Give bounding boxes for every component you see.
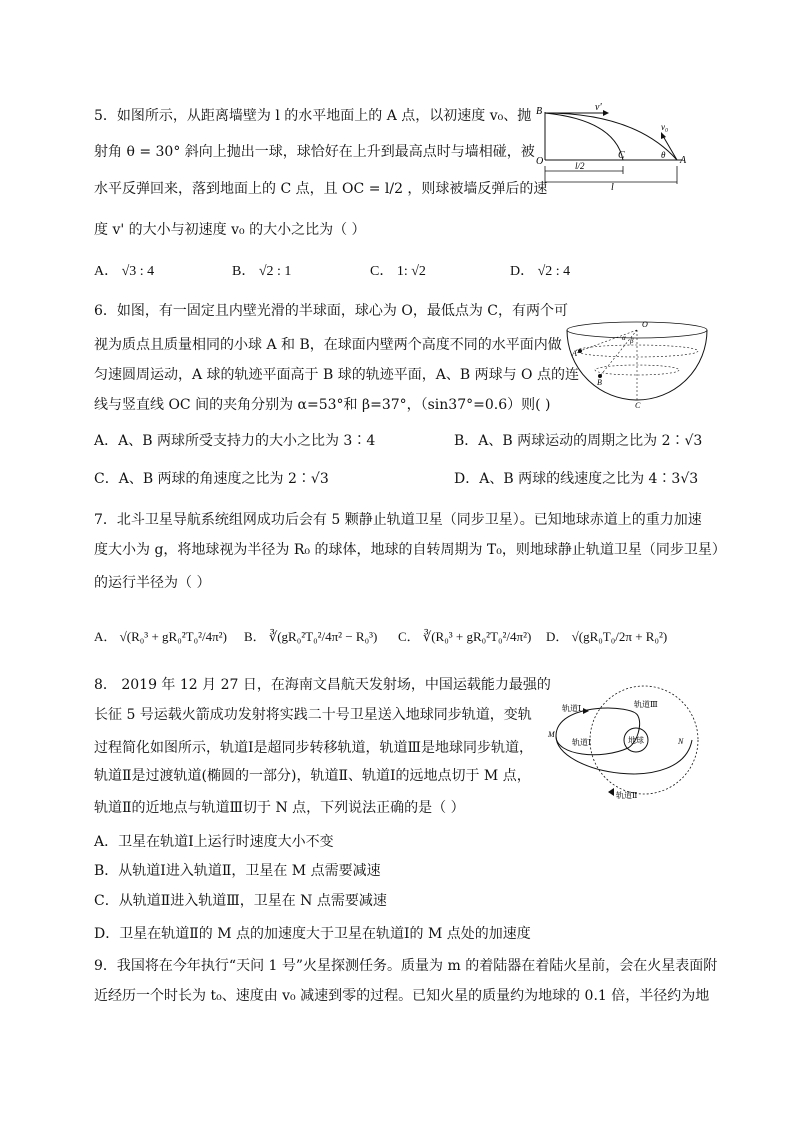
q6-line-3: 匀速圆周运动，A 球的轨迹平面高于 B 球的轨迹平面，A、B 两球与 O 点的连 — [94, 367, 579, 383]
q6-line-4: 线与竖直线 OC 间的夹角分别为 α=53°和 β=37°，（sin37°=0.6）则( ) — [94, 397, 551, 413]
q5-option-b: B． √2 : 1 — [232, 264, 292, 279]
q8-label-track2: 轨道Ⅱ — [616, 791, 638, 800]
q7-line-3: 的运行半径为（ ） — [94, 575, 211, 591]
q8-option-d: D．卫星在轨道Ⅱ的 M 点的加速度大于卫星在轨道Ⅰ的 M 点处的加速度 — [94, 926, 531, 942]
q6-label-alpha: α — [622, 334, 626, 342]
q6-label-o: O — [642, 320, 648, 329]
q5-label-half: l/2 — [575, 161, 585, 171]
q5-label-a: A — [680, 155, 687, 166]
q6-option-d: D．A、B 两球的线速度之比为 4∶3√3 — [454, 471, 699, 487]
q7-option-d: D． √(gR₀T₀/2π + R₀²) — [546, 629, 668, 644]
q5-label-vprime: v' — [595, 102, 602, 113]
q6-label-beta: β — [630, 337, 634, 345]
q7-option-b: B． ∛(gR₀²T₀²/4π² − R₀³) — [244, 629, 378, 644]
q5-label-c: C — [618, 150, 625, 161]
q5-projectile-figure — [535, 100, 695, 192]
q8-line-4: 轨道Ⅱ是过渡轨道(椭圆的一部分)，轨道Ⅱ、轨道Ⅰ的远地点切于 M 点， — [94, 768, 531, 784]
q6-line-1: 6．如图，有一固定且内壁光滑的半球面，球心为 O，最低点为 C，有两个可 — [94, 303, 568, 319]
q8-line-3: 过程简化如图所示，轨道Ⅰ是超同步转移轨道，轨道Ⅲ是地球同步轨道， — [94, 740, 534, 756]
q8-orbit-figure — [542, 684, 702, 808]
q8-option-a: A．卫星在轨道Ⅰ上运行时速度大小不变 — [94, 834, 334, 850]
q7-line-2: 度大小为 g，将地球视为半径为 R₀ 的球体，地球的自转周期为 T₀，则地球静止轨道卫星（同步卫星） — [94, 542, 726, 558]
q5-label-l: l — [611, 182, 614, 192]
q8-option-b: B．从轨道Ⅰ进入轨道Ⅱ，卫星在 M 点需要减速 — [94, 863, 381, 879]
q7-option-c: C． ∛(R₀³ + gR₀²T₀²/4π²) — [398, 629, 532, 644]
q8-label-n: N — [678, 737, 684, 746]
q5-label-v0: v₀ — [661, 122, 669, 132]
q6-label-c: C — [635, 401, 641, 408]
q5-line-1: 5．如图所示，从距离墙壁为 l 的水平地面上的 A 点，以初速度 v₀、抛 — [94, 108, 532, 124]
q5-label-b: B — [536, 106, 543, 117]
q6-option-b: B．A、B 两球运动的周期之比为 2∶√3 — [454, 433, 703, 449]
q6-label-b: B — [597, 378, 602, 387]
q8-label-track1-top: 轨道Ⅰ — [562, 704, 582, 713]
q6-line-2: 视为质点且质量相同的小球 A 和 B，在球面内壁两个高度不同的水平面内做 — [94, 337, 562, 353]
q5-line-2: 射角 θ = 30° 斜向上抛出一球，球恰好在上升到最高点时与墙相碰，被 — [94, 144, 535, 160]
q5-label-theta: θ — [661, 150, 666, 160]
q5-label-o: O — [536, 156, 544, 167]
q8-line-1: 8． 2019 年 12 月 27 日，在海南文昌航天发射场，中国运载能力最强的 — [94, 677, 551, 693]
q6-label-a: A — [572, 349, 577, 358]
q8-line-2: 长征 5 号运载火箭成功发射将实践二十号卫星送入地球同步轨道，变轨 — [94, 707, 532, 723]
q8-label-track1: 轨道Ⅰ — [572, 738, 592, 747]
q8-option-c: C．从轨道Ⅱ进入轨道Ⅲ，卫星在 N 点需要减速 — [94, 893, 387, 909]
q5-option-d: D． √2 : 4 — [510, 264, 571, 279]
q8-line-5: 轨道Ⅱ的近地点与轨道Ⅲ切于 N 点，下列说法正确的是（ ） — [94, 800, 465, 816]
q9-line-2: 近经历一个时长为 t₀、速度由 v₀ 减速到零的过程。已知火星的质量约为地球的 0.1 倍，半径约为地 — [94, 988, 710, 1004]
q8-label-m: M — [548, 730, 555, 739]
q6-option-a: A．A、B 两球所受支持力的大小之比为 3∶4 — [94, 433, 376, 449]
q7-line-1: 7．北斗卫星导航系统组网成功后会有 5 颗静止轨道卫星（同步卫星）。已知地球赤道上的重力加速 — [94, 512, 702, 528]
q8-label-track3: 轨道Ⅲ — [634, 700, 658, 709]
q5-option-c: C． 1: √2 — [370, 264, 426, 279]
q5-line-4: 度 v' 的大小与初速度 v₀ 的大小之比为（ ） — [94, 222, 366, 238]
q5-option-a: A． √3 : 4 — [94, 264, 155, 279]
q9-line-1: 9．我国将在今年执行“天问 1 号”火星探测任务。质量为 m 的着陆器在着陆火星前，会在火星表面附 — [94, 958, 718, 974]
q8-label-earth: 地球 — [628, 736, 644, 745]
q7-option-a: A． √(R₀³ + gR₀²T₀²/4π²) — [94, 629, 227, 644]
q6-option-c: C．A、B 两球的角速度之比为 2∶√3 — [94, 471, 329, 487]
q6-hemisphere-figure — [562, 318, 712, 408]
q5-line-3: 水平反弹回来，落到地面上的 C 点，且 OC = l/2 ，则球被墙反弹后的速 — [94, 181, 548, 197]
